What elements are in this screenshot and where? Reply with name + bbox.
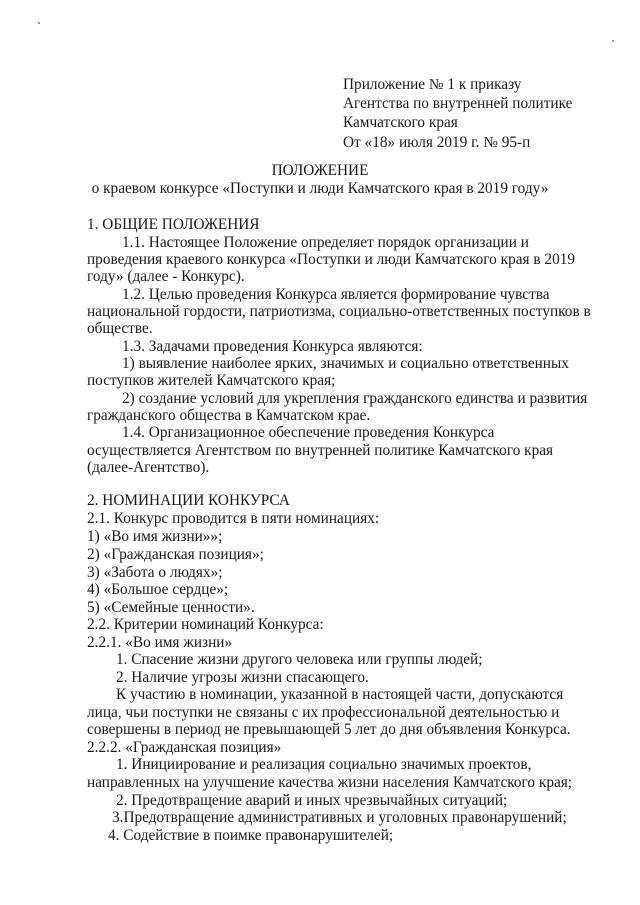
appendix-line: Агентства по внутренней политике xyxy=(343,95,573,112)
paragraph-line: К участию в номинации, указанной в настоящей части, допускаются xyxy=(116,686,564,703)
list-item: 1. Спасение жизни другого человека или группы людей; xyxy=(116,651,483,668)
section-heading: 2. НОМИНАЦИИ КОНКУРСА xyxy=(87,492,290,509)
paragraph-line: лица, чьи поступки не связаны с их профессиональной деятельностью и xyxy=(87,704,560,721)
scan-speck xyxy=(38,22,40,24)
list-item: 5) «Семейные ценности». xyxy=(87,599,255,616)
list-item: 1. Инициирование и реализация социально значимых проектов, xyxy=(116,756,532,773)
paragraph-line: 1.1. Настоящее Положение определяет порядок организации и xyxy=(122,234,529,251)
paragraph-line: (далее-Агентство). xyxy=(87,459,210,476)
paragraph-line: осуществляется Агентством по внутренней политике Камчатского края xyxy=(87,442,554,459)
scan-speck xyxy=(612,40,614,42)
paragraph-line: 1.4. Организационное обеспечение проведения Конкурса xyxy=(122,424,495,441)
paragraph-line: 2.2.1. «Во имя жизни» xyxy=(87,634,233,651)
appendix-line: От «18» июля 2019 г. № 95-п xyxy=(343,134,531,151)
appendix-line: Камчатского края xyxy=(343,114,458,131)
list-item: 1) «Во имя жизни»»; xyxy=(87,528,223,545)
document-subtitle: о краевом конкурсе «Поступки и люди Камчатского края в 2019 году» xyxy=(91,180,549,197)
paragraph-line: проведения краевого конкурса «Поступки и люди Камчатского края в 2019 xyxy=(87,251,576,268)
list-item: 2. Наличие угрозы жизни спасающего. xyxy=(116,669,369,686)
paragraph-line: гражданского общества в Камчатском крае. xyxy=(87,407,371,424)
list-item: 4. Содействие в поимке правонарушителей; xyxy=(108,827,394,844)
paragraph-line: 1.3. Задачами проведения Конкурса являются: xyxy=(122,338,423,355)
paragraph-line: году» (далее - Конкурс). xyxy=(87,268,245,285)
paragraph-line: 2.2. Критерии номинаций Конкурса: xyxy=(87,616,324,633)
paragraph-line: 2.1. Конкурс проводится в пяти номинациях: xyxy=(87,510,380,527)
document-title: ПОЛОЖЕНИЕ xyxy=(271,162,369,179)
paragraph-line: 1) выявление наиболее ярких, значимых и социально ответственных xyxy=(122,355,569,372)
list-item: 3) «Забота о людях»; xyxy=(87,564,223,581)
paragraph-line: 2.2.2. «Гражданская позиция» xyxy=(87,739,282,756)
paragraph-line: обществе. xyxy=(87,320,153,337)
list-item: 3.Предотвращение административных и уголовных правонарушений; xyxy=(112,809,567,826)
appendix-line: Приложение № 1 к приказу xyxy=(343,76,522,93)
paragraph-line: поступков жителей Камчатского края; xyxy=(87,372,336,389)
paragraph-line: 1.2. Целью проведения Конкурса является формирование чувства xyxy=(122,286,550,303)
paragraph-line: 2) создание условий для укрепления гражданского единства и развития xyxy=(122,390,588,407)
paragraph-line: направленных на улучшение качества жизни населения Камчатского края; xyxy=(87,774,573,791)
section-heading: 1. ОБЩИЕ ПОЛОЖЕНИЯ xyxy=(87,216,260,233)
list-item: 2) «Гражданская позиция»; xyxy=(87,546,264,563)
list-item: 2. Предотвращение аварий и иных чрезвычайных ситуаций; xyxy=(116,792,508,809)
paragraph-line: национальной гордости, патриотизма, социально-ответственных поступков в xyxy=(87,303,591,320)
list-item: 4) «Большое сердце»; xyxy=(87,581,229,598)
paragraph-line: совершены в период не превышающей 5 лет до дня объявления Конкурса. xyxy=(87,721,571,738)
